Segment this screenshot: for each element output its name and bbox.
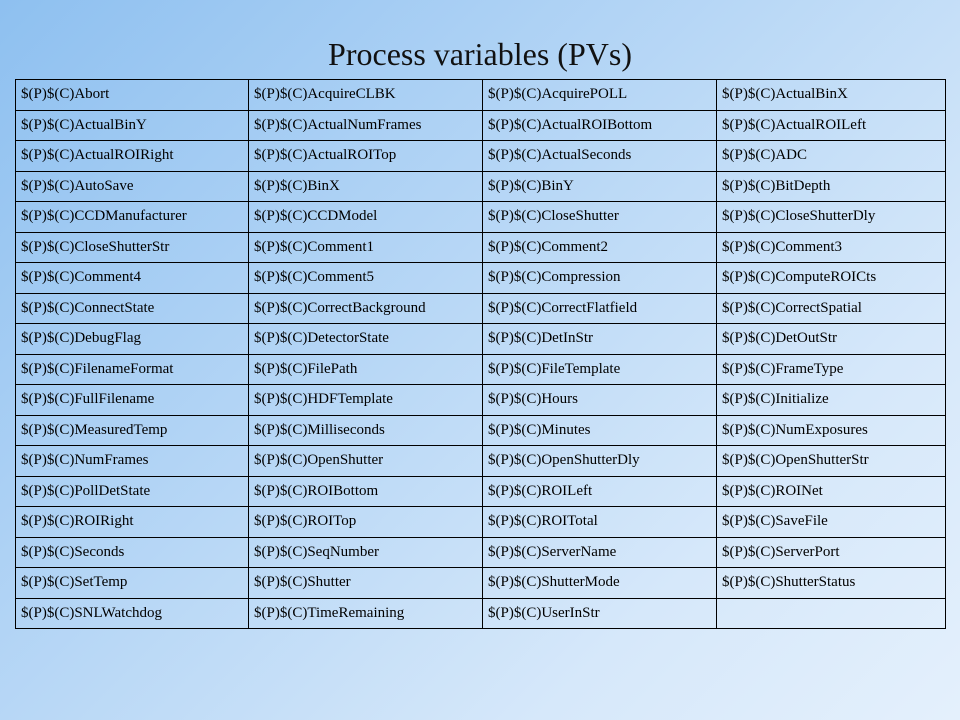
table-cell: $(P)$(C)FilenameFormat — [16, 354, 249, 385]
table-cell: $(P)$(C)ServerPort — [717, 537, 946, 568]
table-row — [16, 263, 946, 294]
table-cell: $(P)$(C)Abort — [16, 80, 249, 111]
table-row — [16, 354, 946, 385]
table-cell: $(P)$(C)NumFrames — [16, 446, 249, 477]
table-cell: $(P)$(C)CorrectBackground — [249, 293, 483, 324]
table-cell: $(P)$(C)BinY — [483, 171, 717, 202]
table-cell: $(P)$(C)Milliseconds — [249, 415, 483, 446]
table-cell: $(P)$(C)FileTemplate — [483, 354, 717, 385]
table-cell: $(P)$(C)ActualBinX — [717, 80, 946, 111]
table-cell: $(P)$(C)AutoSave — [16, 171, 249, 202]
table-cell: $(P)$(C)Hours — [483, 385, 717, 416]
table-cell: $(P)$(C)CorrectSpatial — [717, 293, 946, 324]
table-cell: $(P)$(C)ActualROILeft — [717, 110, 946, 141]
table-cell: $(P)$(C)CloseShutter — [483, 202, 717, 233]
table-row — [16, 171, 946, 202]
table-cell: $(P)$(C)Comment1 — [249, 232, 483, 263]
table-cell: $(P)$(C)ShutterStatus — [717, 568, 946, 599]
table-cell: $(P)$(C)TimeRemaining — [249, 598, 483, 629]
table-cell: $(P)$(C)ComputeROICts — [717, 263, 946, 294]
table-row — [16, 110, 946, 141]
table-row — [16, 476, 946, 507]
table-row — [16, 141, 946, 172]
table-row — [16, 568, 946, 599]
table-cell: $(P)$(C)AcquirePOLL — [483, 80, 717, 111]
table-cell: $(P)$(C)DetectorState — [249, 324, 483, 355]
table-row — [16, 537, 946, 568]
table-cell: $(P)$(C)Shutter — [249, 568, 483, 599]
table-cell: $(P)$(C)ROIBottom — [249, 476, 483, 507]
slide-title: Process variables (PVs) — [328, 36, 632, 72]
table-cell: $(P)$(C)DetInStr — [483, 324, 717, 355]
table-cell: $(P)$(C)DebugFlag — [16, 324, 249, 355]
table-cell: $(P)$(C)ShutterMode — [483, 568, 717, 599]
table-cell: $(P)$(C)NumExposures — [717, 415, 946, 446]
table-cell: $(P)$(C)ActualNumFrames — [249, 110, 483, 141]
table-cell: $(P)$(C)Compression — [483, 263, 717, 294]
table-cell: $(P)$(C)ActualBinY — [16, 110, 249, 141]
table-cell: $(P)$(C)CorrectFlatfield — [483, 293, 717, 324]
pv-table-body — [16, 80, 946, 629]
table-cell: $(P)$(C)HDFTemplate — [249, 385, 483, 416]
table-row — [16, 507, 946, 538]
pv-table — [15, 79, 946, 629]
table-cell: $(P)$(C)ActualROIRight — [16, 141, 249, 172]
table-cell: $(P)$(C)ActualSeconds — [483, 141, 717, 172]
table-cell: $(P)$(C)Seconds — [16, 537, 249, 568]
table-row — [16, 293, 946, 324]
table-row — [16, 202, 946, 233]
table-row — [16, 385, 946, 416]
table-cell: $(P)$(C)ActualROIBottom — [483, 110, 717, 141]
table-cell: $(P)$(C)MeasuredTemp — [16, 415, 249, 446]
table-cell: $(P)$(C)SetTemp — [16, 568, 249, 599]
table-cell: $(P)$(C)CloseShutterDly — [717, 202, 946, 233]
table-row — [16, 598, 946, 629]
table-cell — [717, 598, 946, 629]
table-cell: $(P)$(C)AcquireCLBK — [249, 80, 483, 111]
table-cell: $(P)$(C)PollDetState — [16, 476, 249, 507]
table-cell: $(P)$(C)Minutes — [483, 415, 717, 446]
table-cell: $(P)$(C)OpenShutter — [249, 446, 483, 477]
table-cell: $(P)$(C)Comment5 — [249, 263, 483, 294]
table-cell: $(P)$(C)ROINet — [717, 476, 946, 507]
table-cell: $(P)$(C)BinX — [249, 171, 483, 202]
table-cell: $(P)$(C)UserInStr — [483, 598, 717, 629]
table-cell: $(P)$(C)SeqNumber — [249, 537, 483, 568]
table-cell: $(P)$(C)CCDModel — [249, 202, 483, 233]
table-cell: $(P)$(C)OpenShutterDly — [483, 446, 717, 477]
table-cell: $(P)$(C)ADC — [717, 141, 946, 172]
table-cell: $(P)$(C)ActualROITop — [249, 141, 483, 172]
table-cell: $(P)$(C)CCDManufacturer — [16, 202, 249, 233]
table-cell: $(P)$(C)ROITop — [249, 507, 483, 538]
table-row — [16, 232, 946, 263]
table-cell: $(P)$(C)Comment4 — [16, 263, 249, 294]
table-cell: $(P)$(C)ServerName — [483, 537, 717, 568]
table-cell: $(P)$(C)ConnectState — [16, 293, 249, 324]
table-cell: $(P)$(C)ROIRight — [16, 507, 249, 538]
table-cell: $(P)$(C)ROILeft — [483, 476, 717, 507]
table-cell: $(P)$(C)OpenShutterStr — [717, 446, 946, 477]
table-cell: $(P)$(C)BitDepth — [717, 171, 946, 202]
table-cell: $(P)$(C)Initialize — [717, 385, 946, 416]
table-row — [16, 446, 946, 477]
table-cell: $(P)$(C)FrameType — [717, 354, 946, 385]
table-cell: $(P)$(C)Comment2 — [483, 232, 717, 263]
table-cell: $(P)$(C)FilePath — [249, 354, 483, 385]
table-cell: $(P)$(C)Comment3 — [717, 232, 946, 263]
table-row — [16, 80, 946, 111]
table-cell: $(P)$(C)ROITotal — [483, 507, 717, 538]
table-row — [16, 415, 946, 446]
table-cell: $(P)$(C)CloseShutterStr — [16, 232, 249, 263]
table-cell: $(P)$(C)SaveFile — [717, 507, 946, 538]
table-cell: $(P)$(C)FullFilename — [16, 385, 249, 416]
table-cell: $(P)$(C)DetOutStr — [717, 324, 946, 355]
table-row — [16, 324, 946, 355]
table-cell: $(P)$(C)SNLWatchdog — [16, 598, 249, 629]
